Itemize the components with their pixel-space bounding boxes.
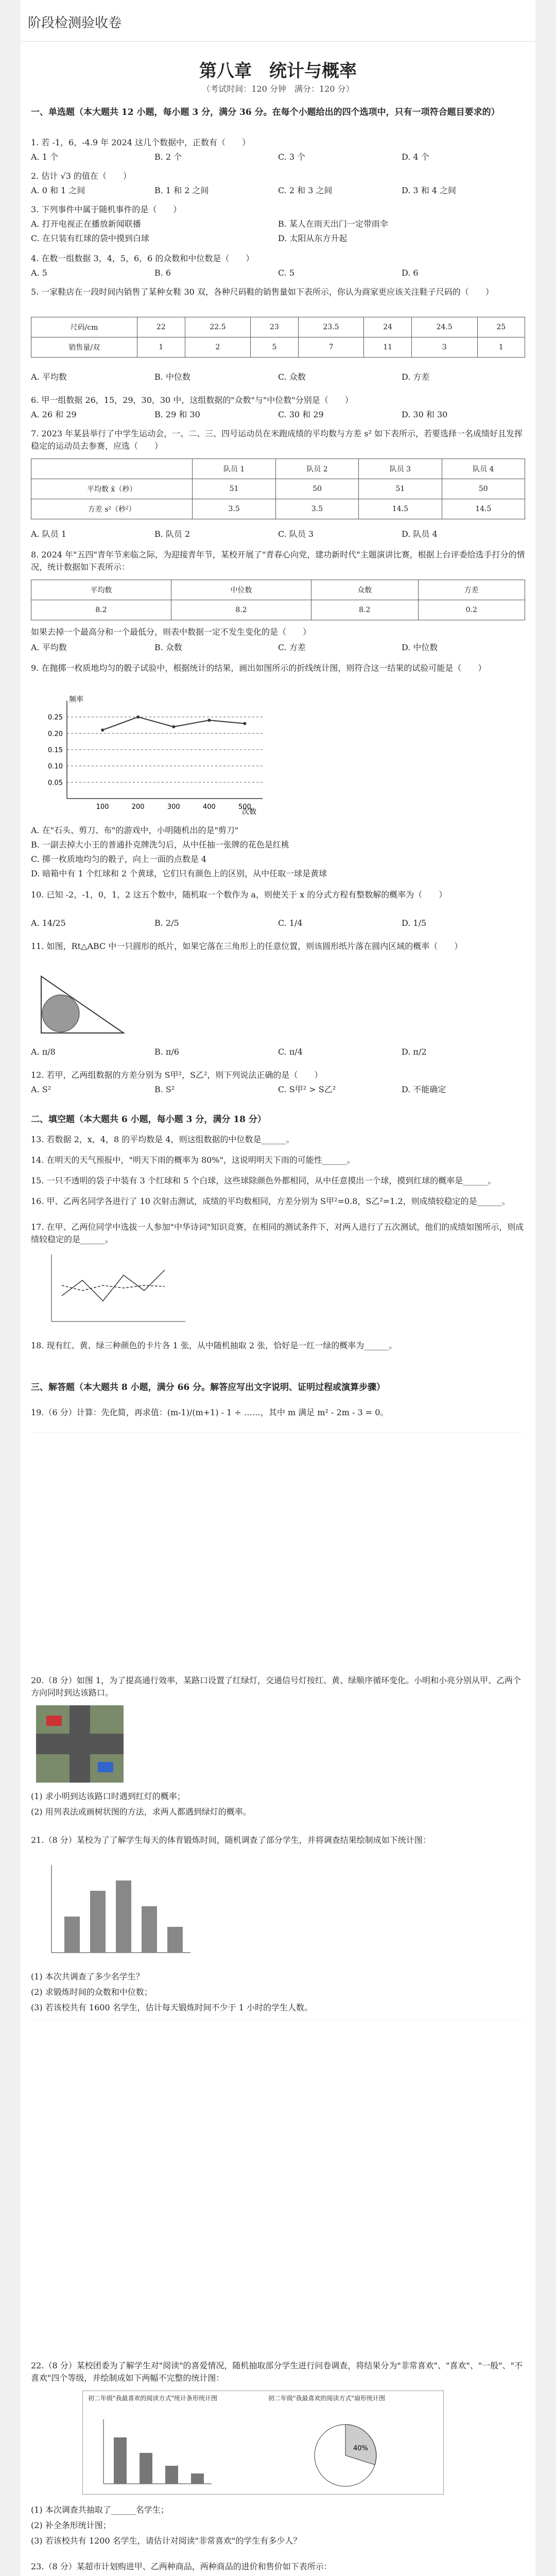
x-tick-label: 100 — [96, 803, 109, 811]
question-23: 23.（8 分）某超市计划购进甲、乙两种商品，两种商品的进价和售价如下表所示： — [31, 2562, 332, 2571]
table-cell: 队员 4 — [442, 459, 525, 479]
table-row — [31, 499, 525, 519]
option: C. 3 个 — [278, 152, 306, 162]
question-5: 5. 一家鞋店在一段时间内销售了某种女鞋 30 双，各种尺码鞋的销售量如下表所示，你认为商家更应该关注鞋子尺码的（ ） — [31, 287, 494, 297]
question-10: 10. 已知 -2，-1，0，1，2 这五个数中，随机取一个数作为 a，则使关于 x 的分式方程有整数解的概率为（ ） — [31, 890, 447, 900]
y-axis-label: 频率 — [69, 696, 83, 704]
table-cell: 50 — [275, 479, 358, 499]
options-11 — [31, 1046, 525, 1058]
table-row — [31, 459, 525, 479]
score-line-figure — [36, 1249, 190, 1332]
exam-page — [21, 0, 535, 2576]
table-cell: 8.2 — [311, 600, 418, 620]
option: B. 29 和 30 — [154, 410, 200, 419]
table-cell: 方差 s²（秒²） — [31, 499, 193, 519]
figure-frame — [82, 2391, 444, 2495]
y-tick-label: 0.20 — [48, 730, 63, 738]
option: D. 队员 4 — [402, 529, 438, 539]
table-cell: 7 — [298, 337, 364, 358]
question-7: 7. 2023 年某县举行了中学生运动会，一、二、三、四号运动员在米跑成绩的平均数与方差 s² 如下表所示，若要选择一名成绩好且发挥稳定的运动员去参赛，应选（ ） — [31, 429, 523, 451]
option: B. 2/5 — [154, 918, 179, 928]
question-18: 18. 现有红、黄、绿三种颜色的卡片各 1 张，从中随机抽取 2 张，恰好是一红一绿的概率为______。 — [31, 1341, 397, 1350]
options-3a — [31, 218, 525, 230]
option: C. π/4 — [278, 1047, 303, 1057]
circle-shape — [42, 995, 79, 1032]
question-17: 17. 在甲、乙两位同学中选拔一人参加"中华诗词"知识竞赛，在相同的测试条件下，对两人进行了五次测试，他们的成绩如图所示，则成绩较稳定的是______。 — [31, 1222, 524, 1244]
option: C. 队员 3 — [278, 529, 314, 539]
option-9d: D. 暗箱中有 1 个红球和 2 个黄球，它们只有颜色上的区别，从中任取一球是黄球 — [31, 869, 327, 878]
table-cell: 22 — [137, 317, 185, 337]
option: D. 方差 — [402, 372, 430, 382]
bar — [142, 1906, 157, 1953]
crossroad-photo — [36, 1705, 124, 1783]
page-title: 第八章 统计与概率 — [199, 62, 357, 81]
section-heading-3: 三、解答题（本大题共 8 小题，满分 66 分。解答应写出文字说明、证明过程或演算步骤） — [31, 1382, 386, 1393]
option: B. 队员 2 — [154, 529, 190, 539]
question-1: 1. 若 -1，6，-4.9 年 2024 这几个数据中，正数有（ ） — [31, 138, 251, 147]
question-4: 4. 在数一组数据 3，4，5，6，6 的众数和中位数是（ ） — [31, 253, 254, 263]
shoe-size-table — [31, 317, 525, 358]
option: A. 14/25 — [31, 918, 66, 928]
chart-grid — [67, 717, 263, 783]
question-8: 8. 2024 年"五四"青年节来临之际，为迎接青年节，某校开展了"青春心向党，建功新时代"主题演讲比赛，根据上台评委给选手打分的情况，统计数据如下表所示： — [31, 550, 525, 572]
table-cell: 14.5 — [442, 499, 525, 519]
question-21-part3: (3) 若该校共有 1600 名学生，估计每天锻炼时间不少于 1 小时的学生人数。 — [31, 2003, 312, 2012]
question-20-part1: (1) 求小明到达该路口时遇到红灯的概率； — [31, 1791, 185, 1801]
pie-chart-caption: 初二年级"我最喜欢的阅读方式"扇形统计图 — [268, 2395, 386, 2402]
option: C. 在只装有红球的袋中摸到白球 — [31, 233, 149, 243]
question-16: 16. 甲、乙两名同学各进行了 10 次射击测试，成绩的平均数相同，方差分别为 S甲²=0.8，S乙²=1.2，则成绩较稳定的是______。 — [31, 1196, 510, 1206]
question-14: 14. 在明天的天气预报中，"明天下雨的概率为 80%"，这说明明天下雨的可能性______。 — [31, 1155, 355, 1165]
x-tick-label: 500 — [238, 803, 251, 811]
score-stats-table — [31, 580, 525, 620]
bar — [191, 2473, 204, 2484]
options-12 — [31, 1083, 525, 1096]
x-tick-label: 300 — [167, 803, 180, 811]
table-cell: 队员 1 — [193, 459, 275, 479]
car-icon — [46, 1716, 62, 1726]
option: D. 6 — [402, 268, 419, 278]
question-3: 3. 下列事件中属于随机事件的是（ ） — [31, 205, 182, 214]
question-22-part2: (2) 补全条形统计图； — [31, 2520, 111, 2530]
option: A. π/8 — [31, 1047, 56, 1057]
question-15: 15. 一只不透明的袋子中装有 3 个红球和 5 个白球，这些球除颜色外都相同，从中任意摸出一个球，摸到红球的概率是______。 — [31, 1176, 496, 1185]
section-heading-2: 二、填空题（本大题共 6 小题，每小题 3 分，满分 18 分） — [31, 1114, 266, 1125]
x-tick-label: 200 — [131, 803, 145, 811]
y-tick-label: 0.10 — [48, 762, 63, 771]
table-cell: 8.2 — [31, 600, 171, 620]
bar-chart-caption: 初二年级"我最喜欢的阅读方式"统计条形统计图 — [88, 2395, 218, 2402]
options-8 — [31, 641, 525, 654]
table-cell: 2 — [185, 337, 251, 358]
table-cell: 尺码/cm — [31, 317, 137, 337]
option: A. 平均数 — [31, 642, 67, 652]
table-row — [31, 317, 525, 337]
y-tick-label: 0.05 — [48, 779, 63, 787]
x-tick-label: 400 — [202, 803, 216, 811]
bar — [167, 1927, 183, 1953]
option: D. 3 和 4 之间 — [402, 185, 457, 195]
option: A. 0 和 1 之间 — [31, 185, 85, 195]
option-9b: B. 一副去掉大小王的普通扑克牌洗匀后，从中任抽一张牌的花色是红桃 — [31, 840, 289, 850]
option: C. 5 — [278, 268, 295, 278]
question-22: 22.（8 分）某校团委为了解学生对"阅读"的喜爱情况，随机抽取部分学生进行问卷调查，将结果分为"非常喜欢"、"喜欢"、"一般"、"不喜欢"四个等级，并绘制成如下两幅不完整的统计图： — [31, 2361, 523, 2383]
question-20: 20.（8 分）如图 1，为了提高通行效率，某路口设置了红绿灯，交通信号灯按红、黄、绿顺序循环变化。小明和小亮分别从甲、乙两个方向同时到达该路口。 — [31, 1675, 521, 1698]
table-cell: 方差 — [418, 580, 525, 600]
car-icon — [98, 1762, 113, 1772]
option: D. π/2 — [402, 1047, 427, 1057]
options-1 — [31, 151, 525, 163]
option: D. 1/5 — [402, 918, 427, 928]
y-tick-label: 0.15 — [48, 747, 63, 754]
reading-bar-chart — [93, 2417, 217, 2489]
series-line-a — [62, 1270, 165, 1301]
table-cell: 51 — [359, 479, 442, 499]
section-heading-1: 一、单选题（本大题共 12 小题，每小题 3 分，满分 36 分。在每个小题给出的四个选项中，只有一项符合题目要求的） — [31, 107, 500, 117]
data-point — [136, 716, 140, 719]
option: D. 中位数 — [402, 642, 438, 652]
table-cell: 平均数 x̄（秒） — [31, 479, 193, 499]
table-row — [31, 479, 525, 499]
question-19: 19.（6 分）计算：先化简，再求值：(m-1)/(m+1) - 1 ÷ ……，其中 m 满足 m² - 2m - 3 = 0。 — [31, 1408, 389, 1417]
question-2: 2. 估计 √3 的值在（ ） — [31, 171, 131, 181]
option: B. 众数 — [154, 642, 182, 652]
table-cell: 众数 — [311, 580, 418, 600]
option-9c: C. 掷一枚质地均匀的骰子，向上一面的点数是 4 — [31, 854, 207, 864]
question-22-part1: (1) 本次调查共抽取了______名学生； — [31, 2505, 169, 2515]
option: A. 5 — [31, 268, 47, 278]
question-20-part2: (2) 用列表法或画树状图的方法，求两人都遇到绿灯的概率。 — [31, 1807, 251, 1817]
table-cell: 51 — [193, 479, 275, 499]
option: B. S² — [154, 1084, 175, 1094]
option: D. 太阳从东方升起 — [278, 233, 348, 243]
table-cell: 中位数 — [171, 580, 311, 600]
option: A. S² — [31, 1084, 51, 1094]
option: B. 6 — [154, 268, 171, 278]
option: D. 4 个 — [402, 152, 429, 162]
table-cell: 25 — [477, 317, 525, 337]
option: B. π/6 — [154, 1047, 180, 1057]
reading-pie-chart — [309, 2419, 381, 2492]
question-6: 6. 甲一组数据 26，15，29，30，30 中，这组数据的"众数"与"中位数"分别是（ ） — [31, 395, 353, 405]
table-cell: 50 — [442, 479, 525, 499]
table-cell: 1 — [137, 337, 185, 358]
data-point — [243, 722, 246, 725]
table-cell: 3 — [411, 337, 477, 358]
question-11: 11. 如图，Rt△ABC 中一只圆形的纸片，如果它落在三角形上的任意位置，则该圆形纸片落在圆内区域的概率（ ） — [31, 941, 463, 951]
table-cell — [31, 459, 193, 479]
data-point — [172, 725, 175, 728]
table-cell: 平均数 — [31, 580, 171, 600]
option: C. S甲² > S乙² — [278, 1084, 336, 1094]
table-cell: 3.5 — [275, 499, 358, 519]
option: C. 众数 — [278, 372, 306, 382]
question-21: 21.（8 分）某校为了了解学生每天的体育锻炼时间，随机调查了部分学生，并将调查结果绘制成如下统计图： — [31, 1835, 431, 1845]
pie-label: 40% — [353, 2445, 368, 2452]
option: B. 中位数 — [154, 372, 190, 382]
bar — [165, 2466, 178, 2484]
table-cell: 队员 2 — [275, 459, 358, 479]
table-row — [31, 580, 525, 600]
option: C. 1/4 — [278, 918, 303, 928]
table-cell: 队员 3 — [359, 459, 442, 479]
option: A. 打开电视正在播放新闻联播 — [31, 219, 141, 229]
option: A. 1 个 — [31, 152, 58, 162]
exercise-bar-figure — [36, 1860, 201, 1963]
exam-info: （考试时间：120 分钟 满分：120 分） — [202, 84, 354, 94]
question-12: 12. 若甲，乙两组数据的方差分别为 S甲²，S乙²，则下列说法正确的是（ ） — [31, 1070, 323, 1080]
question-13: 13. 若数据 2，x，4，8 的平均数是 4，则这组数据的中位数是______。 — [31, 1134, 294, 1144]
options-6 — [31, 409, 525, 421]
question-21-part2: (2) 求锻炼时间的众数和中位数； — [31, 1987, 152, 1997]
athlete-table — [31, 459, 525, 519]
table-cell: 23.5 — [298, 317, 364, 337]
bar — [114, 2437, 127, 2484]
bar — [140, 2453, 152, 2484]
table-cell: 1 — [477, 337, 525, 358]
table-row — [31, 600, 525, 620]
table-cell: 24.5 — [411, 317, 477, 337]
table-cell: 11 — [364, 337, 411, 358]
option: D. 不能确定 — [402, 1084, 446, 1094]
question-22-part3: (3) 若该校共有 1200 名学生，请估计对阅读"非常喜欢"的学生有多少人？ — [31, 2536, 302, 2546]
option: C. 方差 — [278, 642, 306, 652]
option: B. 2 个 — [154, 152, 182, 162]
table-cell: 5 — [251, 337, 298, 358]
frequency-line-chart — [36, 690, 273, 819]
options-7 — [31, 528, 525, 540]
table-cell: 8.2 — [171, 600, 311, 620]
option: B. 1 和 2 之间 — [154, 185, 209, 195]
bar — [116, 1880, 131, 1953]
bar — [64, 1917, 80, 1953]
options-4 — [31, 267, 525, 279]
top-bar — [21, 0, 535, 42]
triangle-circle-figure — [36, 971, 129, 1038]
data-point — [101, 728, 104, 732]
question-9: 9. 在抛掷一枚质地均匀的骰子试验中，根据统计的结果，画出如图所示的折线统计图，则符合这一结果的试验可能是（ ） — [31, 663, 486, 673]
options-3b — [31, 232, 525, 245]
table-cell: 24 — [364, 317, 411, 337]
option: C. 2 和 3 之间 — [278, 185, 333, 195]
road-horizontal — [36, 1734, 124, 1754]
option: C. 30 和 29 — [278, 410, 324, 419]
option: A. 队员 1 — [31, 529, 66, 539]
option: A. 26 和 29 — [31, 410, 77, 419]
y-tick-label: 0.25 — [48, 714, 63, 722]
table-row — [31, 337, 525, 358]
options-2 — [31, 184, 525, 197]
table-cell: 23 — [251, 317, 298, 337]
header-tag: 阶段检测验收卷 — [28, 15, 122, 30]
data-point — [207, 719, 211, 722]
option-9a: A. 在"石头、剪刀、布"的游戏中，小明随机出的是"剪刀" — [31, 825, 239, 835]
table-cell: 3.5 — [193, 499, 275, 519]
table-cell: 销售量/双 — [31, 337, 137, 358]
question-21-part1: (1) 本次共调查了多少名学生？ — [31, 1972, 144, 1981]
answer-space — [31, 2020, 525, 2340]
x-axis-label: 次数 — [242, 808, 256, 816]
question-8-note: 如果去掉一个最高分和一个最低分，则表中数据一定不发生变化的是（ ） — [31, 627, 311, 637]
option: D. 30 和 30 — [402, 410, 448, 419]
options-5 — [31, 371, 525, 383]
table-cell: 22.5 — [185, 317, 251, 337]
options-10 — [31, 917, 525, 929]
table-cell: 14.5 — [359, 499, 442, 519]
bar — [90, 1891, 106, 1953]
table-cell: 0.2 — [418, 600, 525, 620]
answer-space — [31, 1432, 525, 1649]
option: B. 某人在雨天出门一定带雨伞 — [278, 219, 388, 229]
option: A. 平均数 — [31, 372, 67, 382]
